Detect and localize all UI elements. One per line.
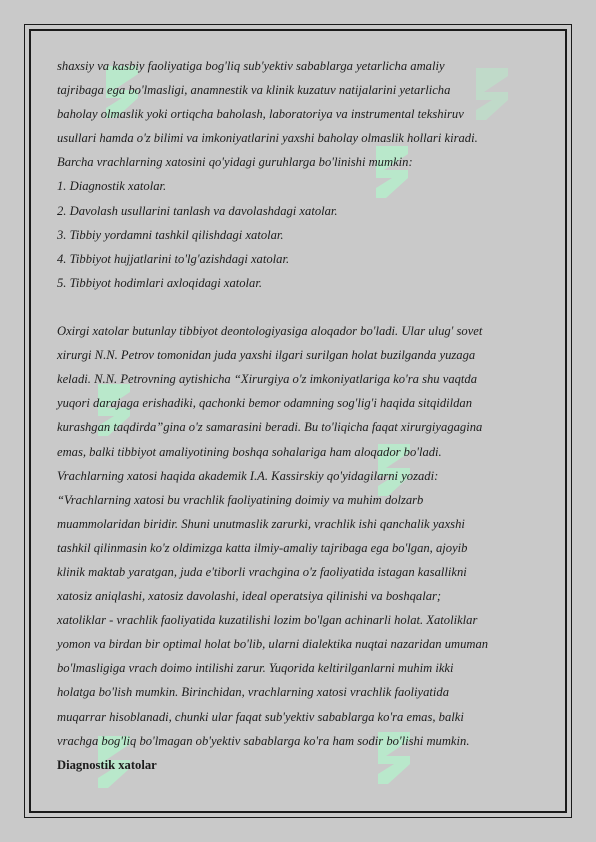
list-item: 5. Tibbiyot hodimlari axloqidagi xatolar. (57, 275, 263, 290)
main-paragraph (57, 319, 547, 753)
list-item: 4. Tibbiyot hujjatlarini to'lg'azishdagi xatolar. (57, 251, 290, 266)
paragraph-line: Vrachlarning xatosi haqida akademik I.A. Kassirskiy qo'yidagilarni yozadi: (57, 468, 439, 483)
intro-paragraph (57, 54, 547, 174)
paragraph-line: tajribaga ega bo'lmasligi, anamnestik va klinik kuzatuv natijalarini yetarlicha (57, 83, 451, 98)
paragraph-line: muqarrar hisoblanadi, chunki ular faqat sub'yektiv sabablarga ko'ra emas, balki (57, 709, 464, 724)
paragraph-line: klinik maktab yaratgan, juda e'tiborli vrachgina o'z faoliyatida istagan kasallikni (57, 564, 467, 579)
paragraph-line: emas, balki tibbiyot amaliyotining boshqa sohalariga ham aloqador bo'ladi. (57, 444, 442, 459)
paragraph-line: baholay olmaslik yoki ortiqcha baholash, laboratoriya va instrumental tekshiruv (57, 107, 464, 122)
paragraph-line: Barcha vrachlarning xatosini qo'yidagi guruhlarga bo'linishi mumkin: (57, 155, 413, 170)
paragraph-line: kurashgan taqdirda”gina o'z samarasini beradi. Bu to'liqicha faqat xirurgiyagagina (57, 420, 483, 435)
paragraph-line: tashkil qilinmasin ko'z oldimizga katta ilmiy-amaliy tajribaga ega bo'lgan, ajoyib (57, 540, 468, 555)
list-item: 3. Tibbiy yordamni tashkil qilishdagi xatolar. (57, 227, 284, 242)
paragraph-line: yomon va birdan bir optimal holat bo'lib, ularni dialektika nuqtai nazaridan umuman (57, 637, 489, 652)
paragraph-line: keladi. N.N. Petrovning aytishicha “Xirurgiya o'z imkoniyatlariga ko'ra shu vaqtda (57, 372, 478, 387)
paragraph-line: muammolaridan biridir. Shuni unutmaslik zarurki, vrachlik ishi qanchalik yaxshi (57, 516, 465, 531)
document-body (57, 54, 547, 777)
paragraph-line: yuqori darajaga erishadiki, qachonki bemor odamning sog'lig'i haqida sitqidildan (57, 396, 473, 411)
paragraph-line: Oxirgi xatolar butunlay tibbiyot deontologiyasiga aloqador bo'ladi. Ular ulug' sovet (57, 324, 483, 339)
paragraph-line: holatga bo'lish mumkin. Birinchidan, vrachlarning xatosi vrachlik faoliyatida (57, 685, 450, 700)
paragraph-line: “Vrachlarning xatosi bu vrachlik faoliyatining doimiy va muhim dolzarb (57, 492, 424, 507)
paragraph-gap (57, 295, 547, 319)
paragraph-line: xirurgi N.N. Petrov tomonidan juda yaxshi ilgari surilgan holat buzilganda yuzaga (57, 348, 476, 363)
paragraph-line: shaxsiy va kasbiy faoliyatiga bog'liq sub'yektiv sabablarga yetarlicha amaliy (57, 59, 445, 73)
section-heading: Diagnostik xatolar (57, 757, 157, 772)
paragraph-line: xatosiz aniqlashi, xatosiz davolashi, ideal operatsiya qilinishi va boshqalar; (57, 589, 442, 604)
paragraph-line: bo'lmasligiga vrach doimo intilishi zarur. Yuqorida keltirilganlarni muhim ikki (57, 661, 454, 676)
error-types-list (57, 174, 547, 294)
paragraph-line: usullari hamda o'z bilimi va imkoniyatlarini yaxshi baholay olmaslik hollari kiradi. (57, 131, 478, 146)
list-item: 1. Diagnostik xatolar. (57, 179, 167, 194)
paragraph-line: xatoliklar - vrachlik faoliyatida kuzatilishi lozim bo'lgan achinarli holat. Xatoliklar (57, 613, 478, 628)
list-item: 2. Davolash usullarini tanlash va davolashdagi xatolar. (57, 203, 338, 218)
paragraph-line: vrachga bog'liq bo'lmagan ob'yektiv sabablarga ko'ra ham sodir bo'lishi mumkin. (57, 733, 470, 748)
